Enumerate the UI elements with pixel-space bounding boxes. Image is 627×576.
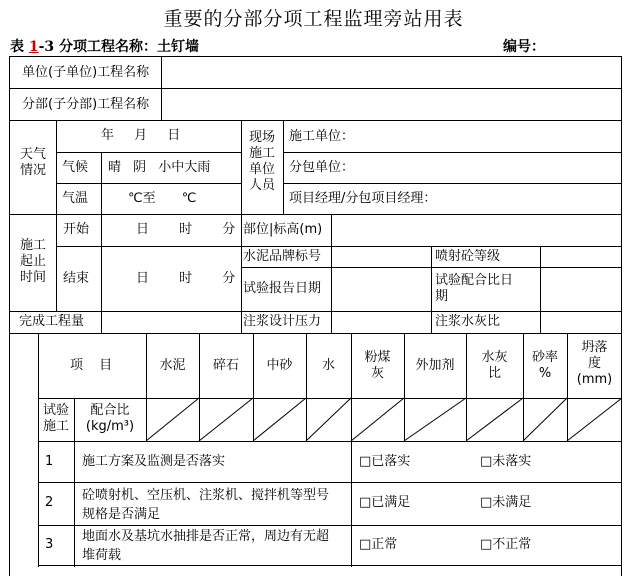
slash	[466, 398, 523, 441]
report-date-label: 试验报告日期	[243, 281, 322, 296]
column-slump: 坍落 度 (mm)	[576, 340, 613, 387]
check-1-no-option[interactable]: □未落实	[480, 454, 532, 469]
construction-unit-label: 施工单位：	[289, 129, 355, 144]
unit-project-label: 单位(子单位)工程名称	[22, 65, 150, 80]
serial-number-label: 编号：	[503, 39, 545, 55]
check-2-number: 2	[45, 495, 54, 510]
column-gravel: 碎石	[212, 358, 239, 373]
form-title: 重要的分部分项工程监理旁站用表	[163, 8, 464, 30]
check-3-no-option[interactable]: □不正常	[480, 537, 532, 552]
check-1-yes-option[interactable]: □已落实	[359, 454, 411, 469]
grout-pressure-label: 注浆设计压力	[243, 314, 322, 329]
slash	[199, 398, 253, 441]
climate-options: 晴 阴 小中大雨	[108, 160, 211, 175]
temperature-label: 气温	[62, 191, 89, 206]
mix-ratio-label: 配合比 (kg/m³)	[85, 403, 135, 434]
check-2-yes-option[interactable]: □已满足	[359, 495, 411, 510]
end-time: 日 时 分	[136, 271, 236, 286]
slash	[253, 398, 306, 441]
column-fly-ash: 粉煤 灰	[364, 350, 391, 381]
trial-construction-label: 试验 施工	[42, 403, 69, 434]
slash	[404, 398, 466, 441]
cement-brand-label: 水泥品牌标号	[243, 249, 322, 264]
slash	[567, 398, 622, 441]
shotcrete-grade-label: 喷射砼等级	[435, 249, 501, 264]
column-sand: 中砂	[266, 358, 293, 373]
column-sand-ratio: 砂率 %	[531, 350, 558, 381]
end-label: 结束	[63, 271, 90, 286]
check-2-text: 砼喷射机、空压机、注浆机、搅拌机等型号 规格是否满足	[82, 488, 330, 522]
mix-date-label: 试验配合比日 期	[435, 273, 514, 304]
temperature-range: ℃至 ℃	[128, 191, 197, 206]
item-header: 项 目	[70, 358, 113, 373]
quantity-label: 完成工程量	[19, 314, 85, 329]
check-3-number: 3	[45, 537, 54, 552]
site-staff-label: 现场 施工 单位 人员	[248, 130, 275, 193]
weather-label: 天气 情况	[19, 147, 46, 178]
table-prefix: 表	[10, 39, 29, 55]
slash	[523, 398, 567, 441]
start-time: 日 时 分	[136, 222, 236, 237]
subcontract-unit-label: 分包单位：	[289, 160, 355, 175]
slash	[351, 398, 404, 441]
slash	[146, 398, 199, 441]
project-manager-label: 项目经理/分包项目经理：	[289, 191, 437, 206]
column-cement: 水泥	[159, 358, 186, 373]
check-1-number: 1	[45, 454, 54, 469]
climate-label: 气候	[62, 160, 89, 175]
column-water: 水	[321, 358, 335, 373]
slash	[306, 398, 351, 441]
table-index: 1	[28, 39, 39, 55]
sub-project-label: 分部(子分部)工程名称	[22, 97, 150, 112]
grout-ratio-label: 注浆水灰比	[435, 314, 501, 329]
column-water-cement-ratio: 水灰 比	[481, 350, 508, 381]
check-3-text: 地面水及基坑水抽排是否正常，周边有无超 堆荷载	[82, 529, 330, 563]
date-field: 年 月 日	[101, 128, 181, 143]
start-label: 开始	[63, 222, 90, 237]
check-3-yes-option[interactable]: □正常	[359, 537, 398, 552]
table-name: -3 分项工程名称：土钉墙	[38, 39, 200, 55]
period-label: 施工 起止 时间	[19, 238, 46, 285]
check-2-no-option[interactable]: □未满足	[480, 495, 532, 510]
position-elevation-label: 部位|标高(m)	[243, 222, 323, 237]
check-1-text: 施工方案及监测是否落实	[82, 454, 226, 469]
column-admixture: 外加剂	[415, 358, 455, 373]
